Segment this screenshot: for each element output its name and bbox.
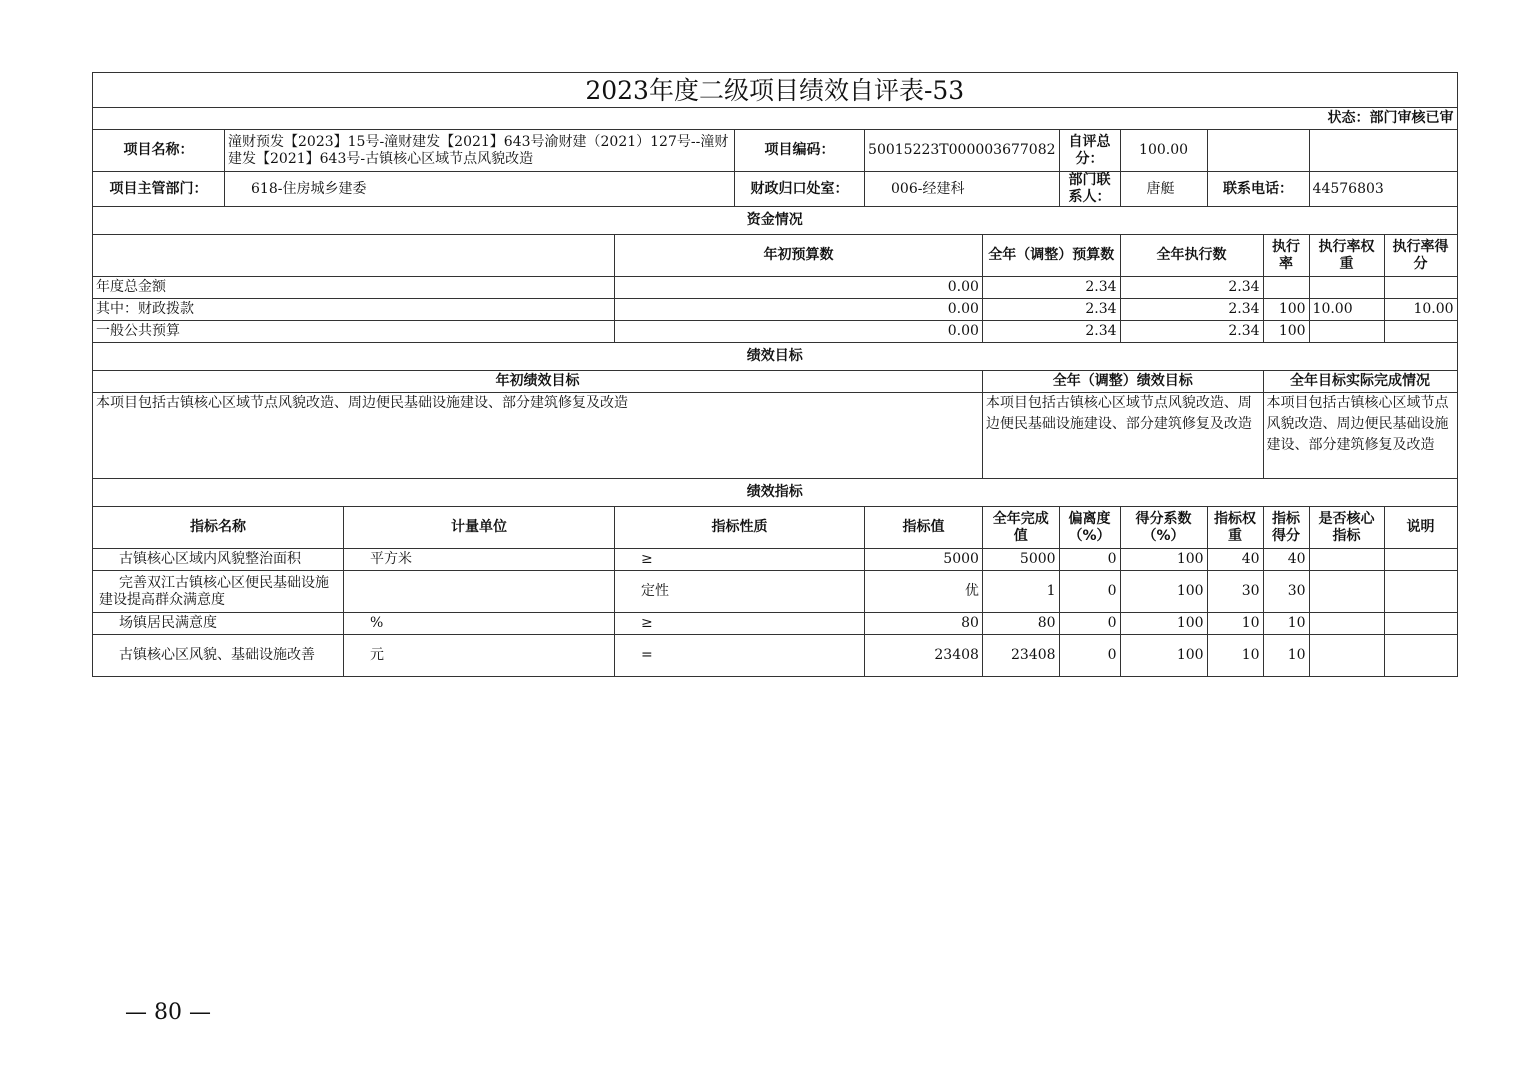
indicator-value: 23408: [865, 635, 983, 677]
initial-budget: 0.00: [615, 321, 983, 343]
indicator-name: 完善双江古镇核心区便民基础设施建设提高群众满意度: [93, 571, 344, 613]
indicator-name: 古镇核心区域内风貌整治面积: [93, 549, 344, 571]
goals-header: 全年（调整）绩效目标: [982, 371, 1263, 393]
adjusted-goal: 本项目包括古镇核心区域节点风貌改造、周边便民基础设施建设、部分建筑修复及改造: [982, 393, 1263, 479]
indicator-header: 指标得分: [1263, 507, 1309, 549]
goals-header: 全年目标实际完成情况: [1263, 371, 1457, 393]
indicator-core: [1309, 635, 1384, 677]
indicator-deviation: 0: [1059, 571, 1120, 613]
execution-rate: 100: [1263, 299, 1309, 321]
indicator-header: 说明: [1384, 507, 1457, 549]
table-row: [93, 549, 1458, 571]
funds-header: 执行率得分: [1384, 235, 1457, 277]
indicator-header: 指标权重: [1207, 507, 1263, 549]
indicator-weight: 10: [1207, 635, 1263, 677]
initial-goal: 本项目包括古镇核心区域节点风貌改造、周边便民基础设施建设、部分建筑修复及改造: [93, 393, 983, 479]
indicator-score: 10: [1263, 613, 1309, 635]
table-row: [93, 613, 1458, 635]
indicator-header: 指标值: [865, 507, 983, 549]
indicator-note: [1384, 571, 1457, 613]
indicator-deviation: 0: [1059, 635, 1120, 677]
row-name: 年度总金额: [93, 277, 615, 299]
indicator-name: 古镇核心区风貌、基础设施改善: [93, 635, 344, 677]
adjusted-budget: 2.34: [982, 321, 1120, 343]
funds-header: 执行率权重: [1309, 235, 1384, 277]
project-name: 潼财预发【2023】15号-潼财建发【2021】643号渝财建（2021）127号--潼财建发【2021】643号-古镇核心区域节点风貌改造: [225, 130, 735, 172]
rate-weight: 10.00: [1309, 299, 1384, 321]
indicator-weight: 30: [1207, 571, 1263, 613]
empty-cell: [1207, 130, 1309, 172]
indicator-unit: 元: [344, 635, 615, 677]
execution-rate: [1263, 277, 1309, 299]
finance-value: 006-经建科: [865, 172, 1060, 207]
rate-weight: [1309, 321, 1384, 343]
status-text: 状态：部门审核已审: [93, 108, 1458, 130]
indicator-note: [1384, 635, 1457, 677]
actual-completion: 本项目包括古镇核心区域节点风貌改造、周边便民基础设施建设、部分建筑修复及改造: [1263, 393, 1457, 479]
rate-weight: [1309, 277, 1384, 299]
indicator-header: 偏离度（%）: [1059, 507, 1120, 549]
initial-budget: 0.00: [615, 277, 983, 299]
indicator-coefficient: 100: [1120, 549, 1207, 571]
row-name: 其中：财政拨款: [93, 299, 615, 321]
table-row: [93, 277, 1458, 299]
indicator-value: 5000: [865, 549, 983, 571]
funds-header: 年初预算数: [615, 235, 983, 277]
indicator-header: 是否核心指标: [1309, 507, 1384, 549]
indicator-note: [1384, 613, 1457, 635]
indicator-unit: %: [344, 613, 615, 635]
indicator-nature: 定性: [615, 571, 865, 613]
indicators-section-title: 绩效指标: [93, 479, 1458, 507]
indicator-core: [1309, 549, 1384, 571]
indicator-header: 指标性质: [615, 507, 865, 549]
page-number: — 80 —: [125, 1000, 211, 1025]
indicator-done: 1: [982, 571, 1059, 613]
funds-header: 执行率: [1263, 235, 1309, 277]
rate-score: 10.00: [1384, 299, 1457, 321]
phone-label: 联系电话：: [1207, 172, 1309, 207]
indicator-score: 10: [1263, 635, 1309, 677]
indicator-value: 优: [865, 571, 983, 613]
indicator-value: 80: [865, 613, 983, 635]
rate-score: [1384, 277, 1457, 299]
goals-section-title: 绩效目标: [93, 343, 1458, 371]
funds-header: 全年（调整）预算数: [982, 235, 1120, 277]
dept-label: 项目主管部门：: [93, 172, 225, 207]
indicator-core: [1309, 613, 1384, 635]
finance-label: 财政归口处室：: [735, 172, 865, 207]
goals-header: 年初绩效目标: [93, 371, 983, 393]
indicator-score: 30: [1263, 571, 1309, 613]
executed-amount: 2.34: [1120, 299, 1263, 321]
indicator-name: 场镇居民满意度: [93, 613, 344, 635]
rate-score: [1384, 321, 1457, 343]
indicator-coefficient: 100: [1120, 635, 1207, 677]
executed-amount: 2.34: [1120, 277, 1263, 299]
project-code: 50015223T000003677082: [865, 130, 1060, 172]
indicator-nature: =: [615, 635, 865, 677]
table-row: [93, 571, 1458, 613]
initial-budget: 0.00: [615, 299, 983, 321]
phone-value: 44576803: [1309, 172, 1457, 207]
adjusted-budget: 2.34: [982, 277, 1120, 299]
indicator-header: 得分系数（%）: [1120, 507, 1207, 549]
performance-table: [92, 72, 1458, 677]
executed-amount: 2.34: [1120, 321, 1263, 343]
score-label: 自评总分：: [1059, 130, 1120, 172]
empty-cell: [1309, 130, 1457, 172]
table-row: [93, 299, 1458, 321]
empty-cell: [93, 235, 615, 277]
total-score: 100.00: [1120, 130, 1207, 172]
indicator-done: 5000: [982, 549, 1059, 571]
contact-value: 唐艇: [1120, 172, 1207, 207]
indicator-unit: [344, 571, 615, 613]
indicator-deviation: 0: [1059, 613, 1120, 635]
indicator-coefficient: 100: [1120, 571, 1207, 613]
project-name-label: 项目名称：: [93, 130, 225, 172]
indicator-header: 指标名称: [93, 507, 344, 549]
indicator-done: 80: [982, 613, 1059, 635]
table-row: [93, 321, 1458, 343]
indicator-nature: ≥: [615, 549, 865, 571]
indicator-done: 23408: [982, 635, 1059, 677]
project-code-label: 项目编码：: [735, 130, 865, 172]
funds-header: 全年执行数: [1120, 235, 1263, 277]
funds-section-title: 资金情况: [93, 207, 1458, 235]
table-row: [93, 635, 1458, 677]
row-name: 一般公共预算: [93, 321, 615, 343]
execution-rate: 100: [1263, 321, 1309, 343]
indicator-weight: 40: [1207, 549, 1263, 571]
indicator-score: 40: [1263, 549, 1309, 571]
dept-value: 618-住房城乡建委: [225, 172, 735, 207]
indicator-unit: 平方米: [344, 549, 615, 571]
indicator-nature: ≥: [615, 613, 865, 635]
contact-label: 部门联系人：: [1059, 172, 1120, 207]
indicator-core: [1309, 571, 1384, 613]
indicator-weight: 10: [1207, 613, 1263, 635]
indicator-coefficient: 100: [1120, 613, 1207, 635]
indicator-header: 计量单位: [344, 507, 615, 549]
indicator-deviation: 0: [1059, 549, 1120, 571]
indicator-header: 全年完成值: [982, 507, 1059, 549]
table-title: 2023年度二级项目绩效自评表-53: [93, 73, 1458, 108]
indicator-note: [1384, 549, 1457, 571]
adjusted-budget: 2.34: [982, 299, 1120, 321]
